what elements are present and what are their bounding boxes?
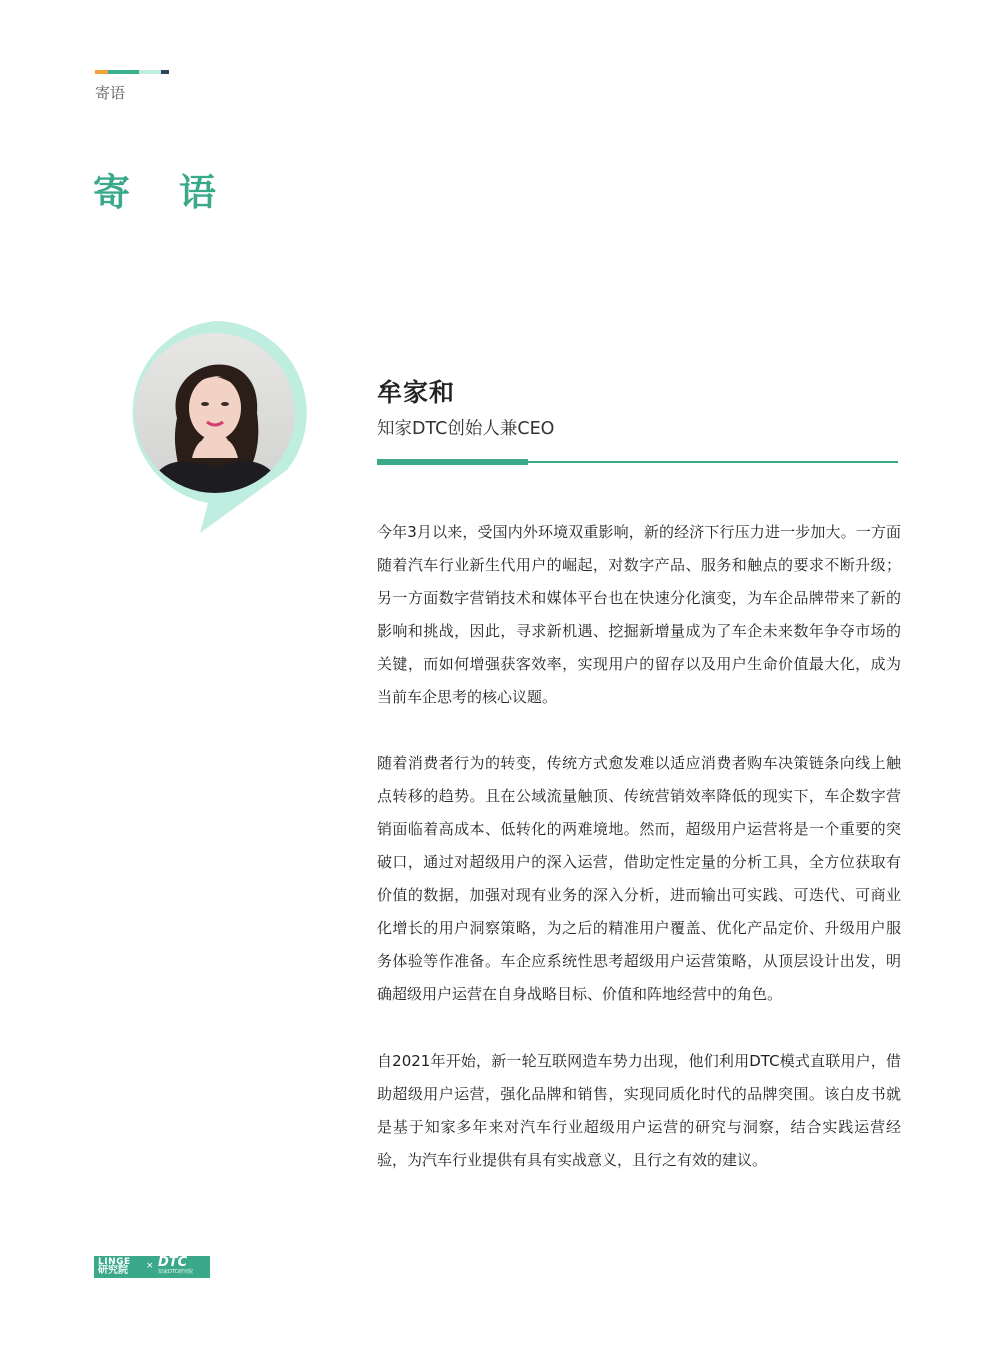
accent-bar-segment-navy bbox=[161, 70, 169, 74]
accent-bar-segment-green bbox=[95, 70, 139, 74]
section-label: 寄语 bbox=[95, 84, 126, 102]
avatar bbox=[122, 318, 314, 538]
partner-logo-text: DTC bbox=[158, 1255, 188, 1270]
logo-text-bottom: 研究院 bbox=[98, 1265, 128, 1276]
partner-logo-subtext: 知家DTC研究院 bbox=[158, 1269, 194, 1275]
profile-name: 牟家和 bbox=[377, 378, 456, 407]
body-paragraph: 自2021年开始，新一轮互联网造车势力出现，他们利用DTC模式直联用户，借助超级用户运营，强化品牌和销售，实现同质化时代的品牌突围。该白皮书就是基于知家多年来对汽车行业超级用户运营的研究与洞察，结合实践运营经验，为汽车行业提供有具有实战意义，且行之有效的建议。 bbox=[377, 1052, 901, 1169]
body-paragraph: 随着消费者行为的转变，传统方式愈发难以适应消费者购车决策链条向线上触点转移的趋势。且在公域流量触顶、传统营销效率降低的现实下，车企数字营销面临着高成本、低转化的两难境地。然而，超级用户运营将是一个重要的突破口，通过对超级用户的深入运营，借助定性定量的分析工具，全方位获取有价值的数据，加强对现有业务的深入分析，进而输出可实践、可迭代、可商业化增长的用户洞察策略，为之后的精准用户覆盖、优化产品定价、升级用户服务体验等作准备。车企应系统性思考超级用户运营策略，从顶层设计出发，明确超级用户运营在自身战略目标、价值和阵地经营中的角色。 bbox=[377, 754, 901, 1003]
divider-accent bbox=[377, 459, 528, 465]
header-accent-bar bbox=[95, 70, 170, 74]
avatar-speech-bubble bbox=[122, 318, 314, 538]
page-title: 寄 语 bbox=[93, 171, 234, 214]
logo-separator: × bbox=[146, 1261, 154, 1271]
footer-logo bbox=[94, 1256, 210, 1278]
body-paragraph: 今年3月以来，受国内外环境双重影响，新的经济下行压力进一步加大。一方面随着汽车行业新生代用户的崛起，对数字产品、服务和触点的要求不断升级；另一方面数字营销技术和媒体平台也在快速分化演变，为车企品牌带来了新的影响和挑战，因此，寻求新机遇、挖掘新增量成为了车企未来数年争夺市场的关键，而如何增强获客效率，实现用户的留存以及用户生命价值最大化，成为当前车企思考的核心议题。 bbox=[377, 523, 901, 706]
logo-text-top: LINGE bbox=[98, 1257, 131, 1267]
profile-role: 知家DTC创始人兼CEO bbox=[377, 419, 555, 439]
